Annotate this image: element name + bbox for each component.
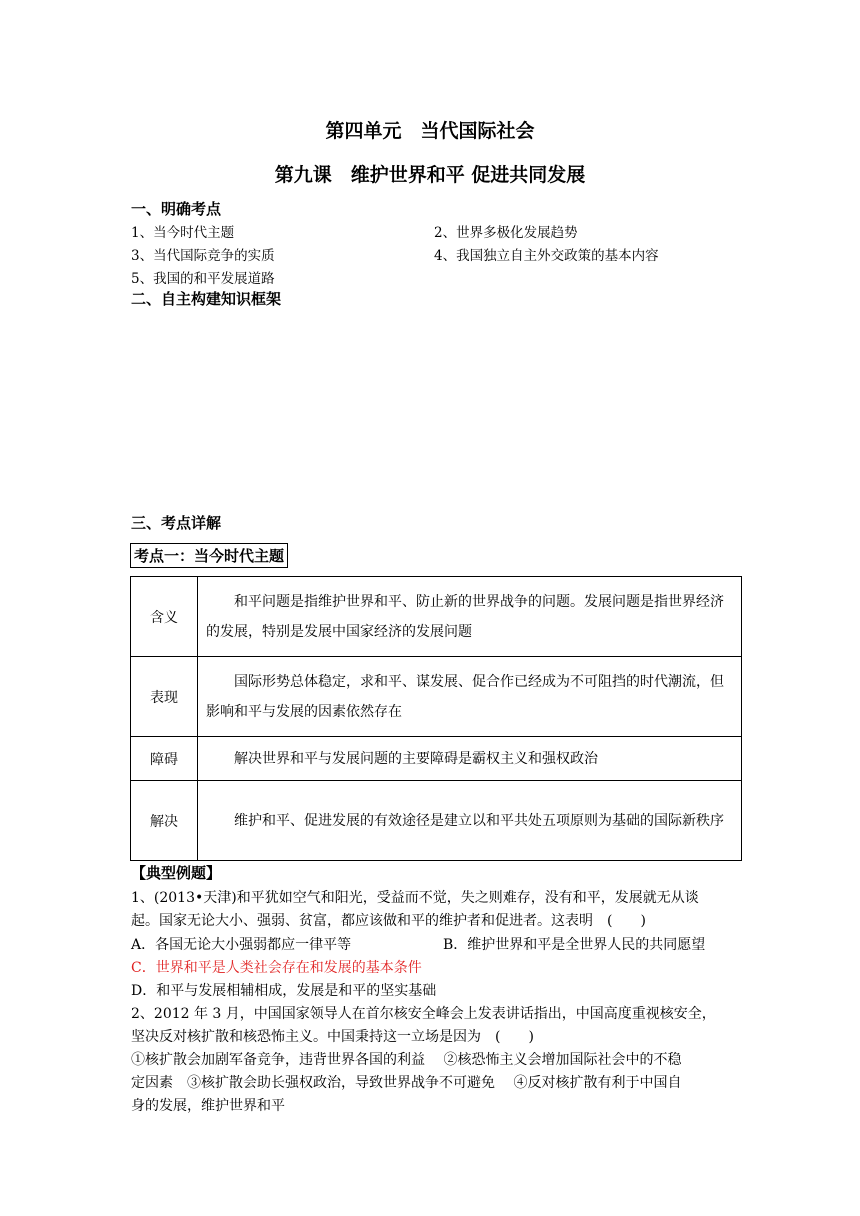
exam-point-item: 5、我国的和平发展道路 xyxy=(131,271,275,287)
question-2-line: 身的发展，维护世界和平 xyxy=(131,1098,285,1114)
question-1-line: 起。国家无论大小、强弱、贫富，都应该做和平的维护者和促进者。这表明 ( ) xyxy=(131,913,646,929)
row-label: 障碍 xyxy=(131,737,198,781)
question-2-line: ①核扩散会加剧军备竞争，违背世界各国的利益 ②核恐怖主义会增加国际社会中的不稳 xyxy=(131,1052,682,1068)
table-row xyxy=(131,657,742,737)
row-content: 解决世界和平与发展问题的主要障碍是霸权主义和强权政治 xyxy=(198,737,742,781)
exam-point-item: 3、当代国际竞争的实质 xyxy=(131,248,275,264)
section3-heading: 三、考点详解 xyxy=(131,514,222,532)
row-content: 维护和平、促进发展的有效途径是建立以和平共处五项原则为基础的国际新秩序 xyxy=(198,781,742,861)
option-c-answer: C．世界和平是人类社会存在和发展的基本条件 xyxy=(131,960,422,976)
table-row xyxy=(131,737,742,781)
question-2-line: 坚决反对核扩散和核恐怖主义。中国秉持这一立场是因为 ( ) xyxy=(131,1029,534,1045)
section2-heading: 二、自主构建知识框架 xyxy=(131,290,282,308)
section1-heading: 一、明确考点 xyxy=(131,200,222,218)
row-label: 表现 xyxy=(131,657,198,737)
option-b: B．维护世界和平是全世界人民的共同愿望 xyxy=(443,937,706,953)
option-a: A．各国无论大小强弱都应一律平等 xyxy=(131,937,352,953)
row-label: 解决 xyxy=(131,781,198,861)
table-row xyxy=(131,781,742,861)
exam-point-item: 2、世界多极化发展趋势 xyxy=(434,225,578,241)
theme-table xyxy=(130,576,742,861)
unit-title: 第四单元 当代国际社会 xyxy=(325,120,535,142)
lesson-title: 第九课 维护世界和平 促进共同发展 xyxy=(274,164,586,186)
option-d: D．和平与发展相辅相成，发展是和平的坚实基础 xyxy=(131,983,437,999)
question-2-line: 2、2012 年 3 月，中国国家领导人在首尔核安全峰会上发表讲话指出，中国高度重视核安全， xyxy=(131,1006,716,1022)
row-content: 和平问题是指维护世界和平、防止新的世界战争的问题。发展问题是指世界经济的发展，特别是发展中国家经济的发展问题 xyxy=(198,577,742,657)
row-content: 国际形势总体稳定，求和平、谋发展、促合作已经成为不可阻挡的时代潮流，但影响和平与发展的因素依然存在 xyxy=(198,657,742,737)
question-2-line: 定因素 ③核扩散会助长强权政治，导致世界战争不可避免 ④反对核扩散有利于中国自 xyxy=(131,1075,682,1091)
question-1-line: 1、(2013•天津)和平犹如空气和阳光，受益而不觉，失之则难存，没有和平，发展就无从谈 xyxy=(131,890,699,906)
row-label: 含义 xyxy=(131,577,198,657)
examples-heading: 【典型例题】 xyxy=(131,864,222,882)
exam-point-item: 1、当今时代主题 xyxy=(131,225,235,241)
table-row xyxy=(131,577,742,657)
exam-point-1-label: 考点一：当今时代主题 xyxy=(130,543,288,568)
exam-point-item: 4、我国独立自主外交政策的基本内容 xyxy=(434,248,659,264)
